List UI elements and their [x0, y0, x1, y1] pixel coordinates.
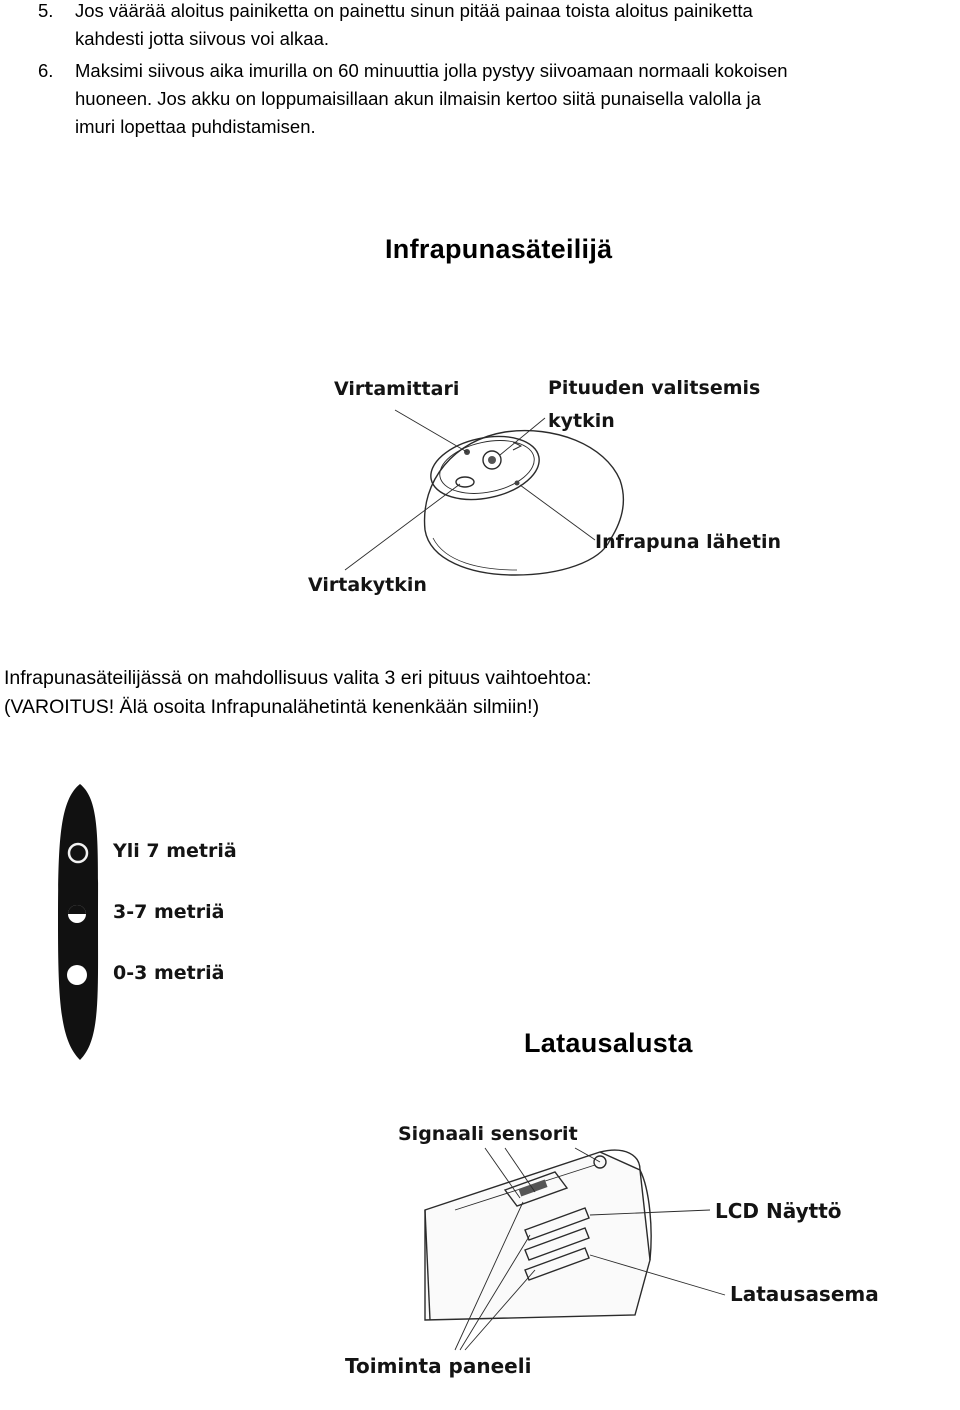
label-lcd-display: LCD Näyttö	[715, 1199, 842, 1223]
label-signal-sensors: Signaali sensorit	[398, 1123, 578, 1145]
emitter-description-line1: Infrapunasäteilijässä on mahdollisuus valita 3 eri pituus vaihtoehtoa:	[4, 667, 592, 689]
item-number: 5.	[38, 0, 54, 21]
label-ir-transmitter: Infrapuna lähetin	[595, 531, 782, 553]
label-power-switch: Virtakytkin	[308, 574, 427, 596]
item-line: kahdesti jotta siivous voi alkaa.	[75, 28, 329, 49]
item-line: Maksimi siivous aika imurilla on 60 minuuttia jolla pystyy siivoamaan normaali kokoisen	[75, 60, 788, 81]
emitter-figure	[255, 370, 855, 600]
item-line: huoneen. Jos akku on loppumaisillaan akun ilmaisin kertoo siitä punaisella valolla ja	[75, 88, 761, 109]
label-charging-station: Latausasema	[730, 1282, 879, 1306]
emitter-illustration	[255, 370, 855, 600]
item-line: imuri lopettaa puhdistamisen.	[75, 116, 316, 137]
label-range-switch-1: Pituuden valitsemis	[548, 377, 761, 399]
range-option-0-3m: 0-3 metriä	[113, 962, 225, 984]
emitter-warning-line: (VAROITUS! Älä osoita Infrapunalähetintä kenenkään silmiin!)	[4, 696, 540, 718]
range-option-3-7m: 3-7 metriä	[113, 901, 225, 923]
label-power-meter: Virtamittari	[334, 378, 460, 400]
label-control-panel: Toiminta paneeli	[345, 1354, 532, 1378]
label-range-switch-2: kytkin	[548, 410, 615, 432]
range-option-over-7m: Yli 7 metriä	[113, 840, 237, 862]
item-number: 6.	[38, 60, 54, 81]
dock-section-title: Latausalusta	[524, 1028, 693, 1058]
item-line: Jos väärää aloitus painiketta on painettu sinun pitää painaa toista aloitus painiketta	[75, 0, 753, 21]
emitter-section-title: Infrapunasäteilijä	[385, 234, 613, 264]
